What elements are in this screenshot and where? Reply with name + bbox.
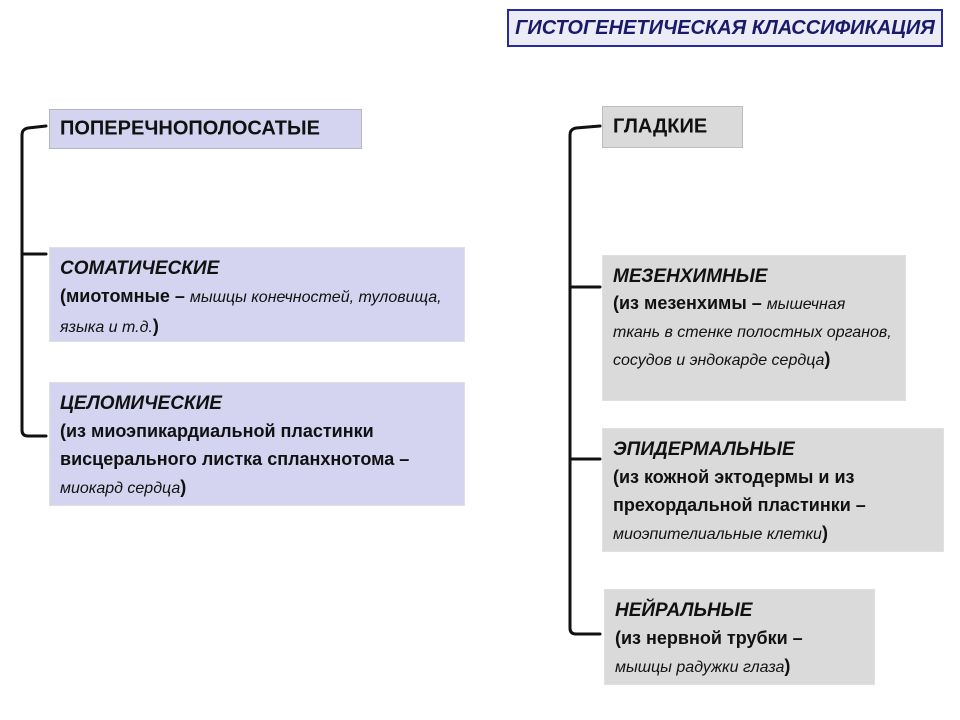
item-name: НЕЙРАЛЬНЫЕ	[615, 600, 753, 621]
item-name: ЭПИДЕРМАЛЬНЫЕ	[613, 439, 795, 460]
item-neural	[604, 589, 875, 685]
item-name: МЕЗЕНХИМНЫЕ	[613, 266, 768, 287]
item-epidermal	[602, 428, 944, 552]
item-mesenchymal	[602, 255, 906, 401]
item-name: ЦЕЛОМИЧЕСКИЕ	[60, 393, 222, 414]
header-smooth: ГЛАДКИЕ	[602, 106, 743, 148]
item-coelomic	[49, 382, 465, 506]
left-bracket	[22, 126, 46, 436]
item-somatic	[49, 247, 465, 342]
item-description: (из нервной трубки – мышцы радужки глаза)	[615, 628, 803, 676]
right-bracket	[570, 126, 600, 634]
header-striated: ПОПЕРЕЧНОПОЛОСАТЫЕ	[49, 109, 362, 149]
item-description: (из миоэпикардиальной пластинки висцерального листка спланхнотома – миокард сердца)	[60, 421, 410, 497]
item-description: (из мезенхимы – мышечная ткань в стенке полостных органов, сосудов и эндокарде сердца)	[613, 293, 892, 369]
page-title: ГИСТОГЕНЕТИЧЕСКАЯ КЛАССИФИКАЦИЯ	[507, 9, 943, 47]
item-name: СОМАТИЧЕСКИЕ	[60, 258, 220, 279]
item-description: (миотомные – мышцы конечностей, туловища, языка и т.д.)	[60, 286, 442, 336]
item-description: (из кожной эктодермы и из прехордальной пластинки – миоэпителиальные клетки)	[613, 467, 866, 543]
